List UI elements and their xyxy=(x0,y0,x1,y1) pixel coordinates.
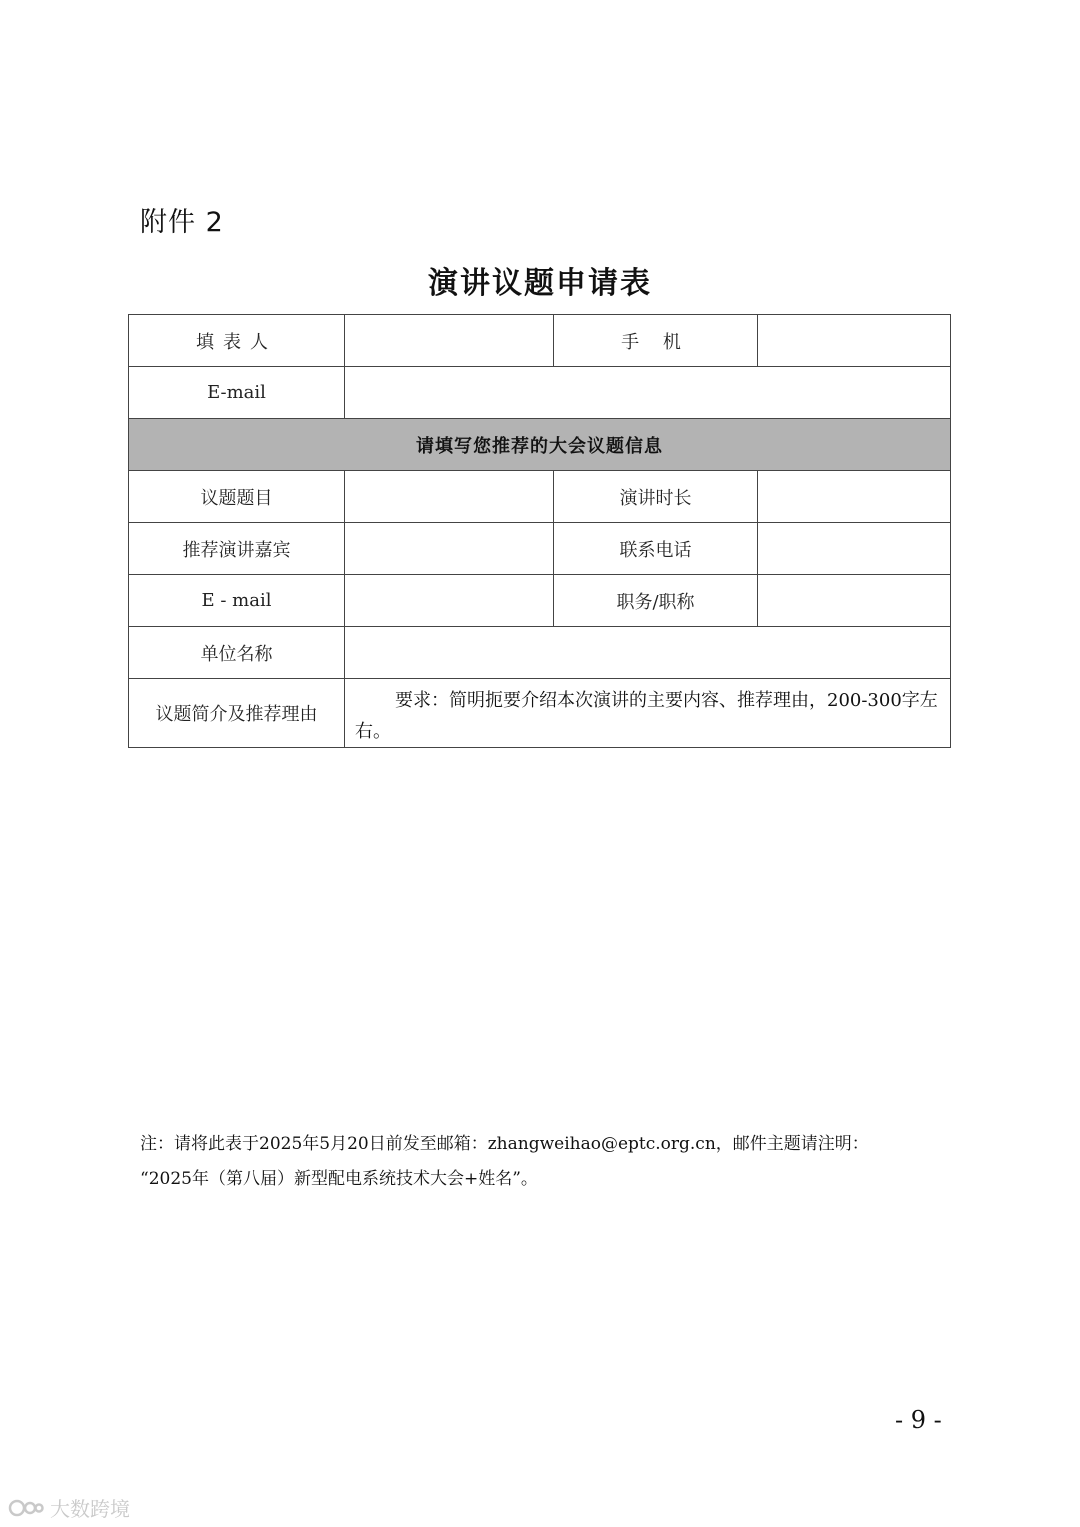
form-title: 演讲议题申请表 xyxy=(428,266,652,301)
topic-input[interactable] xyxy=(345,471,554,523)
form-section-header-row xyxy=(129,419,951,471)
email-label: E-mail xyxy=(129,367,345,419)
form-row-email xyxy=(129,367,951,419)
speaker-label: 推荐演讲嘉宾 xyxy=(129,523,345,575)
speaker-input[interactable] xyxy=(345,523,554,575)
contact-phone-input[interactable] xyxy=(758,523,951,575)
filler-input[interactable] xyxy=(345,315,554,367)
intro-textarea[interactable]: 要求：简明扼要介绍本次演讲的主要内容、推荐理由，200-300字左右。 xyxy=(345,679,951,748)
form-row-topic xyxy=(129,471,951,523)
note-line-1: 注：请将此表于2025年5月20日前发至邮箱：zhangweihao@eptc.org.cn，邮件主题请注明： xyxy=(140,1134,869,1154)
organization-input[interactable] xyxy=(345,627,951,679)
form-row-filler xyxy=(129,315,951,367)
duration-label: 演讲时长 xyxy=(554,471,758,523)
application-form-table xyxy=(128,314,951,748)
watermark-logo-icon xyxy=(8,1497,44,1519)
section-header: 请填写您推荐的大会议题信息 xyxy=(129,419,951,471)
note-line-2: “2025年（第八届）新型配电系统技术大会+姓名”。 xyxy=(140,1169,538,1189)
email-input[interactable] xyxy=(345,367,951,419)
speaker-email-input[interactable] xyxy=(345,575,554,627)
attachment-label: 附件 2 xyxy=(140,207,224,238)
form-row-organization xyxy=(129,627,951,679)
submission-note xyxy=(140,1127,950,1197)
watermark-text: 大数跨境 xyxy=(50,1497,130,1521)
phone-label: 手 机 xyxy=(554,315,758,367)
position-input[interactable] xyxy=(758,575,951,627)
position-label: 职务/职称 xyxy=(554,575,758,627)
filler-label: 填表人 xyxy=(129,315,345,367)
duration-input[interactable] xyxy=(758,471,951,523)
phone-input[interactable] xyxy=(758,315,951,367)
speaker-email-label: E - mail xyxy=(129,575,345,627)
form-row-intro xyxy=(129,679,951,748)
contact-phone-label: 联系电话 xyxy=(554,523,758,575)
organization-label: 单位名称 xyxy=(129,627,345,679)
topic-label: 议题题目 xyxy=(129,471,345,523)
watermark xyxy=(8,1493,130,1522)
form-row-speaker-email xyxy=(129,575,951,627)
form-row-speaker xyxy=(129,523,951,575)
page-number: - 9 - xyxy=(895,1406,942,1434)
intro-label: 议题简介及推荐理由 xyxy=(129,679,345,748)
